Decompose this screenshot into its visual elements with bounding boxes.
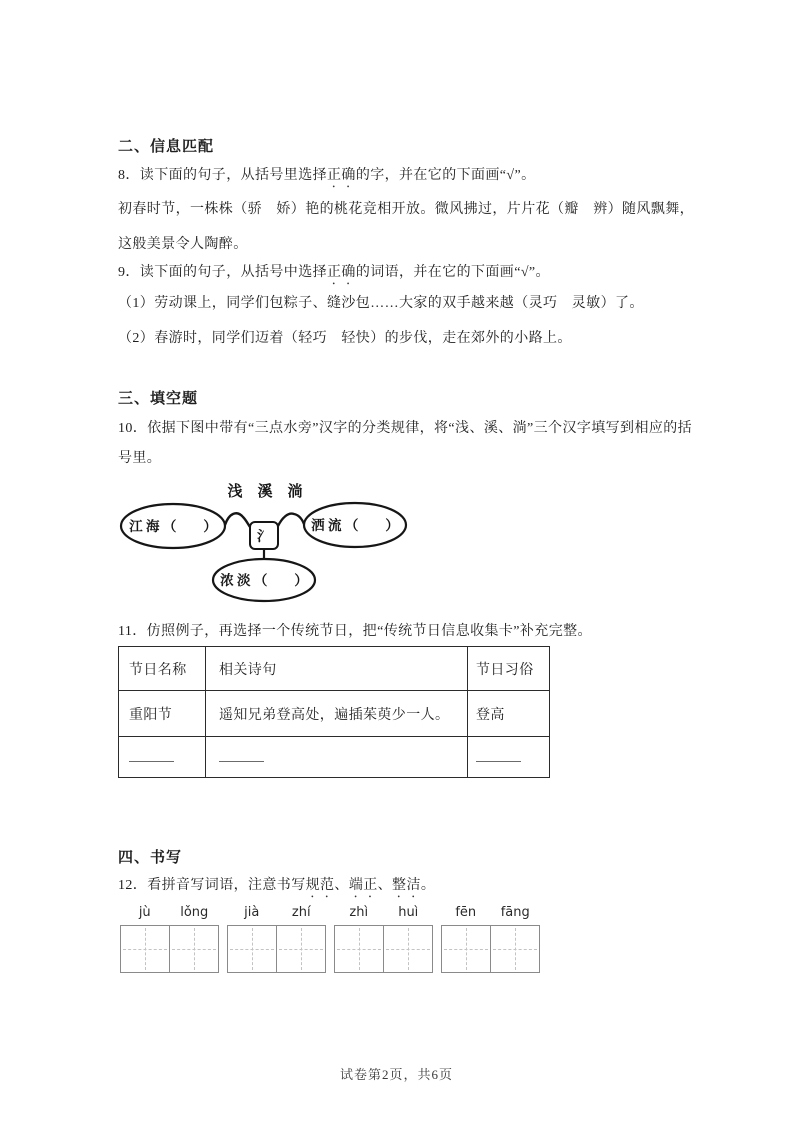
q12-emphasis-1: 规范 [305,878,335,893]
q10-instruction-line1: 10．依据下图中带有“三点水旁”汉字的分类规律，将“浅、溪、淌”三个汉字填写到相应的括 [118,421,693,436]
header-festival-custom: 节日习俗 [468,647,550,691]
cell-festival-name: 重阳节 [119,691,206,737]
writing-cell [442,926,490,972]
header-festival-name: 节日名称 [119,647,206,691]
q8-sentence-line2: 这般美景令人陶醉。 [118,237,248,252]
writing-grid [334,925,433,973]
diagram-bottom-label: 浓 淡 （ ） [220,573,308,588]
q9-instruction [118,264,550,288]
writing-cell [169,926,218,972]
diagram-right-label: 洒 流 （ ） [311,518,399,533]
answer-cell-festival-custom [468,737,550,778]
q9-instruction-prefix: 9．读下面的句子，从括号中选择 [118,265,327,280]
diagram-candidate-characters: 浅 溪 淌 [227,484,303,500]
writing-cell [121,926,169,972]
q12-separator-1: 、 [334,878,349,893]
section-heading-matching: 二、信息匹配 [118,139,215,155]
pinyin-row [334,905,433,925]
pinyin-syllable: zhì [349,905,369,920]
q9-item-1: （1）劳动课上，同学们包粽子、缝沙包……大家的双手越来越（灵巧 灵敏）了。 [118,296,644,311]
q12-writing-grids [120,905,540,973]
q12-emphasis-2: 端正 [348,878,378,893]
pinyin-syllable: jià [244,905,260,920]
festival-info-table [118,646,550,778]
q11-instruction: 11．仿照例子，再选择一个传统节日，把“传统节日信息收集卡”补充完整。 [118,624,592,639]
answer-blank [476,748,521,762]
pinyin-row [120,905,219,925]
table-header-row [119,647,550,691]
q9-item-2: （2）春游时，同学们迈着（轻巧 轻快）的步伐，走在郊外的小路上。 [118,331,572,346]
writing-grid [120,925,219,973]
table-example-row [119,691,550,737]
writing-cell [228,926,276,972]
q12-separator-2: 、 [377,878,393,893]
writing-grid [227,925,326,973]
q9-emphasis: 正确 [327,265,356,280]
pinyin-syllable: jù [138,905,151,920]
writing-cell [276,926,325,972]
cell-festival-custom: 登高 [468,691,550,737]
q12-emphasis-3: 整洁 [392,878,421,893]
answer-blank [129,748,174,762]
pinyin-syllable: lǒng [180,905,209,920]
section-heading-writing: 四、书写 [118,850,183,866]
section-heading-fill-blank: 三、填空题 [118,391,199,407]
page-footer: 试卷第2页，共6页 [339,1067,453,1082]
q10-instruction-line2: 号里。 [118,451,162,466]
q8-sentence-line1: 初春时节，一株株（骄 娇）艳的桃花竞相开放。微风拂过，片片花（瓣 辨）随风飘舞， [118,202,694,217]
answer-cell-related-poem [206,737,468,778]
pinyin-row [441,905,540,925]
table-answer-row [119,737,550,778]
word-block-zhihui [334,905,433,973]
diagram-left-label: 江 海 （ ） [129,519,217,534]
pinyin-row [227,905,326,925]
q12-instruction-prefix: 12．看拼音写词语，注意书写 [118,878,306,893]
diagram-radical-character: 氵 [257,530,271,545]
word-block-fenfang [441,905,540,973]
cell-related-poem: 遥知兄弟登高处，遍插茱萸少一人。 [206,691,468,737]
q10-water-radical-diagram [118,468,418,608]
word-block-julong [120,905,219,973]
q8-instruction-suffix: 的字，并在它的下面画“√”。 [355,168,536,183]
q8-instruction-prefix: 8．读下面的句子，从括号里选择 [118,168,327,183]
word-block-jiazhi [227,905,326,973]
q12-instruction [118,877,435,901]
writing-cell [383,926,432,972]
header-related-poem: 相关诗句 [206,647,468,691]
writing-cell [490,926,539,972]
q8-instruction [118,167,536,191]
answer-blank [219,748,264,762]
pinyin-syllable: huì [398,905,419,920]
writing-grid [441,925,540,973]
q8-emphasis: 正确 [327,168,356,183]
pinyin-syllable: fāng [500,905,530,920]
diagram-right-connector [278,514,304,526]
pinyin-syllable: zhí [291,905,311,920]
diagram-left-connector [225,513,250,527]
q9-instruction-suffix: 的词语，并在它的下面画“√”。 [355,265,550,280]
writing-cell [335,926,383,972]
pinyin-syllable: fēn [455,905,477,920]
answer-cell-festival-name [119,737,206,778]
q12-instruction-suffix: 。 [420,878,436,893]
